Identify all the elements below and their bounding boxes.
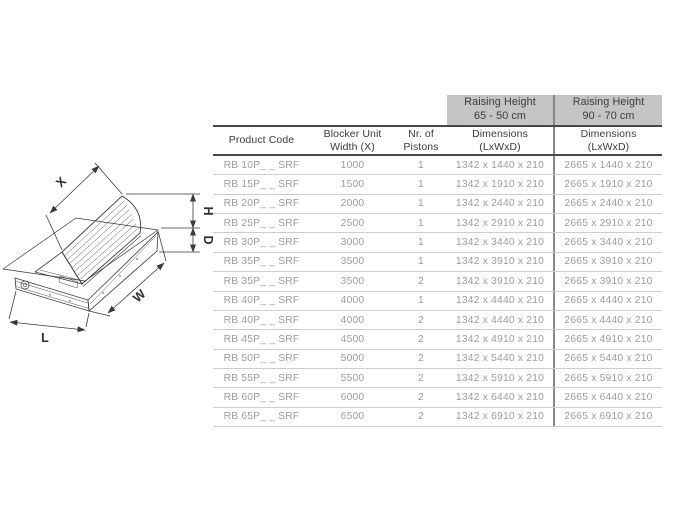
- table-row: [213, 272, 662, 291]
- cell-dimensions-90-70: 2665 x 5910 x 210: [553, 369, 662, 387]
- table-row: [213, 195, 662, 214]
- table-row: [213, 253, 662, 272]
- cell-dimensions-65-50: 1342 x 5440 x 210: [455, 353, 545, 365]
- cell-pistons: 1: [418, 256, 424, 268]
- table-row: [213, 214, 662, 233]
- cell-dimensions-90-70: 2665 x 6910 x 210: [553, 408, 662, 426]
- spec-table: [213, 95, 662, 427]
- table-row: [213, 350, 662, 369]
- cell-product-code: RB 35P_ _ SRF: [223, 275, 300, 287]
- table-row: [213, 175, 662, 194]
- cell-blocker-width: 4000: [340, 314, 365, 326]
- cell-dimensions-65-50: 1342 x 4910 x 210: [455, 333, 545, 345]
- group-header-raising-height-65-50: [447, 95, 553, 125]
- cell-dimensions-90-70: 2665 x 5440 x 210: [553, 350, 662, 368]
- cell-pistons: 1: [418, 179, 424, 191]
- cell-product-code: RB 40P_ _ SRF: [223, 295, 300, 307]
- cell-blocker-width: 3000: [340, 237, 365, 249]
- cell-dimensions-90-70: 2665 x 3910 x 210: [553, 272, 662, 290]
- col-header-dimensions-65-50: [447, 127, 553, 154]
- cell-blocker-width: 3500: [340, 256, 365, 268]
- cell-blocker-width: 3500: [340, 275, 365, 287]
- group-header-line1: Raising Height: [464, 96, 536, 109]
- cell-dimensions-90-70: 2665 x 1910 x 210: [553, 175, 662, 193]
- cell-product-code: RB 20P_ _ SRF: [223, 198, 300, 210]
- cell-dimensions-65-50: 1342 x 5910 x 210: [455, 372, 545, 384]
- table-row: [213, 408, 662, 427]
- cell-dimensions-65-50: 1342 x 3440 x 210: [455, 237, 545, 249]
- cell-product-code: RB 65P_ _ SRF: [223, 411, 300, 423]
- col-header-line: Dimensions: [580, 127, 637, 140]
- cell-blocker-width: 5500: [340, 372, 365, 384]
- cell-product-code: RB 40P_ _ SRF: [223, 314, 300, 326]
- cell-product-code: RB 50P_ _ SRF: [223, 353, 300, 365]
- raising-height-band: [213, 95, 662, 125]
- cell-blocker-width: 2500: [340, 217, 365, 229]
- cell-pistons: 2: [418, 353, 424, 365]
- col-header-dimensions-90-70: [553, 127, 662, 154]
- cell-product-code: RB 45P_ _ SRF: [223, 333, 300, 345]
- cell-pistons: 2: [418, 333, 424, 345]
- cell-pistons: 2: [418, 372, 424, 384]
- col-header-product-code: [213, 127, 310, 154]
- cell-dimensions-90-70: 2665 x 2440 x 210: [553, 195, 662, 213]
- cell-dimensions-65-50: 1342 x 2910 x 210: [455, 217, 545, 229]
- cell-dimensions-65-50: 1342 x 3910 x 210: [455, 275, 545, 287]
- cell-pistons: 1: [418, 159, 424, 171]
- cell-dimensions-90-70: 2665 x 1440 x 210: [553, 156, 662, 174]
- cell-product-code: RB 35P_ _ SRF: [223, 256, 300, 268]
- cell-blocker-width: 2000: [340, 198, 365, 210]
- cell-pistons: 1: [418, 217, 424, 229]
- cell-product-code: RB 30P_ _ SRF: [223, 237, 300, 249]
- col-header-line: Blocker Unit: [323, 127, 382, 140]
- table-row: [213, 311, 662, 330]
- column-header-row: [213, 125, 662, 156]
- cell-pistons: 2: [418, 391, 424, 403]
- cell-dimensions-90-70: 2665 x 4910 x 210: [553, 330, 662, 348]
- cell-dimensions-65-50: 1342 x 4440 x 210: [455, 295, 545, 307]
- cell-dimensions-65-50: 1342 x 6910 x 210: [455, 411, 545, 423]
- cell-dimensions-90-70: 2665 x 6440 x 210: [553, 388, 662, 406]
- cell-pistons: 2: [418, 411, 424, 423]
- dim-label-w: W: [130, 286, 149, 306]
- cell-pistons: 1: [418, 198, 424, 210]
- cell-dimensions-90-70: 2665 x 3910 x 210: [553, 253, 662, 271]
- cell-dimensions-65-50: 1342 x 6440 x 210: [455, 391, 545, 403]
- cell-pistons: 1: [418, 295, 424, 307]
- cell-pistons: 2: [418, 275, 424, 287]
- group-header-line1: Raising Height: [572, 96, 645, 109]
- cell-blocker-width: 6000: [340, 391, 365, 403]
- cell-dimensions-65-50: 1342 x 1440 x 210: [455, 159, 545, 171]
- cell-blocker-width: 4000: [340, 295, 365, 307]
- table-row: [213, 388, 662, 407]
- col-header-line: Nr. of: [408, 127, 434, 140]
- cell-blocker-width: 5000: [340, 353, 365, 365]
- dim-label-d: D: [201, 235, 215, 245]
- group-header-raising-height-90-70: [553, 95, 662, 125]
- col-header-line: Pistons: [403, 140, 439, 153]
- group-header-line2: 90 - 70 cm: [582, 110, 635, 122]
- cell-dimensions-65-50: 1342 x 1910 x 210: [455, 179, 545, 191]
- col-header-line: Dimensions: [472, 127, 528, 140]
- cell-product-code: RB 55P_ _ SRF: [223, 372, 300, 384]
- cell-blocker-width: 6500: [340, 411, 365, 423]
- dim-label-h: H: [201, 206, 215, 216]
- table-row: [213, 369, 662, 388]
- table-row: [213, 233, 662, 252]
- cell-dimensions-65-50: 1342 x 3910 x 210: [455, 256, 545, 268]
- dim-label-x: X: [53, 174, 70, 191]
- cell-dimensions-90-70: 2665 x 2910 x 210: [553, 214, 662, 232]
- ground-hatch: [3, 218, 158, 281]
- col-header-blocker-width: [310, 127, 395, 154]
- cell-blocker-width: 4500: [340, 333, 365, 345]
- cell-pistons: 2: [418, 314, 424, 326]
- cell-dimensions-90-70: 2665 x 4440 x 210: [553, 292, 662, 310]
- band-spacer: [213, 95, 447, 125]
- road-blocker-diagram: [0, 130, 230, 360]
- cell-product-code: RB 10P_ _ SRF: [223, 159, 300, 171]
- group-header-line2: 65 - 50 cm: [473, 110, 526, 122]
- cell-product-code: RB 25P_ _ SRF: [223, 217, 300, 229]
- blocker-wedge: [35, 196, 141, 288]
- dim-label-l: L: [41, 331, 49, 345]
- cell-blocker-width: 1500: [340, 179, 365, 191]
- col-header-line: (LxWxD): [587, 140, 630, 153]
- table-body: [213, 156, 662, 427]
- col-header-pistons: [395, 127, 447, 154]
- table-row: [213, 156, 662, 175]
- cell-product-code: RB 15P_ _ SRF: [223, 179, 300, 191]
- table-row: [213, 330, 662, 349]
- cell-dimensions-90-70: 2665 x 3440 x 210: [553, 233, 662, 251]
- table-row: [213, 292, 662, 311]
- cell-product-code: RB 60P_ _ SRF: [223, 391, 300, 403]
- col-header-line: (LxWxD): [479, 140, 521, 153]
- cell-pistons: 1: [418, 237, 424, 249]
- col-header-line: Product Code: [228, 134, 295, 147]
- col-header-line: Width (X): [330, 140, 375, 153]
- cell-blocker-width: 1000: [340, 159, 365, 171]
- cell-dimensions-65-50: 1342 x 4440 x 210: [455, 314, 545, 326]
- cell-dimensions-65-50: 1342 x 2440 x 210: [455, 198, 545, 210]
- cell-dimensions-90-70: 2665 x 4440 x 210: [553, 311, 662, 329]
